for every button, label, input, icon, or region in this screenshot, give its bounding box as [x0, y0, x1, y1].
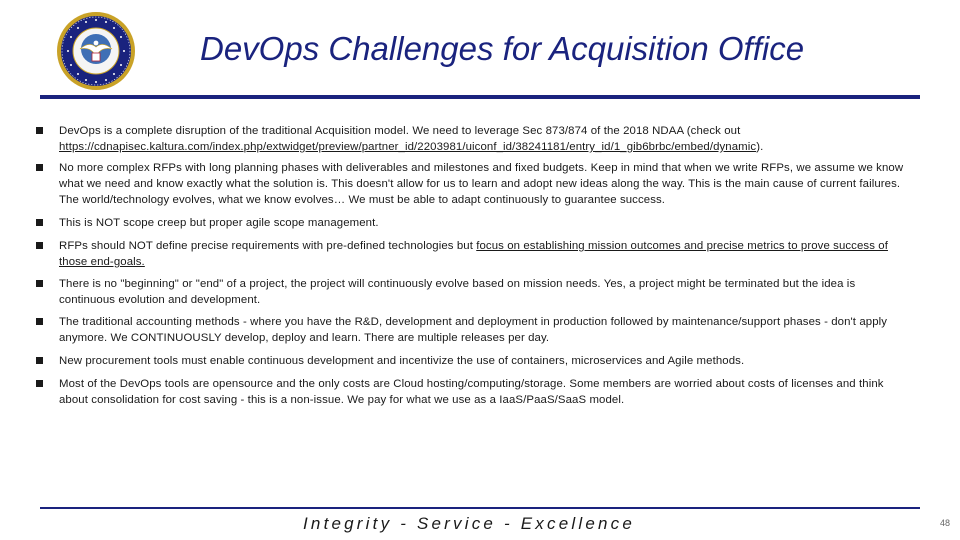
- footer-divider: [40, 507, 920, 509]
- list-item: [36, 376, 906, 408]
- list-item: [36, 238, 906, 270]
- bullet-text: There is no "beginning" or "end" of a project, the project will continuously evolve based on mission needs. Yes, a project might be terminated but the idea is continuous evolution and development.: [59, 278, 856, 306]
- bullet-square-icon: [36, 380, 43, 387]
- bullet-square-icon: [36, 242, 43, 249]
- bullet-list: [36, 118, 906, 408]
- bullet-text: DevOps is a complete disruption of the traditional Acquisition model. We need to leverage Sec 873/874 of the 2018 NDAA (check out: [59, 125, 741, 137]
- bullet-text: The traditional accounting methods - where you have the R&D, development and deployment in production followed by maintenance/support phases - don't apply anymore. We CONTINUOUSLY develop, deploy and learn. There are multiple releases per day.: [59, 316, 888, 344]
- list-item: [36, 314, 906, 346]
- kaltura-video-link[interactable]: https://cdnapisec.kaltura.com/index.php/extwidget/preview/partner_id/2203981/uiconf_id/38241181/entry_id/1_gib6brbc/embed/dynamic: [59, 141, 757, 153]
- bullet-text: Most of the DevOps tools are opensource and the only costs are Cloud hosting/computing/storage. Some members are worried about costs of licenses and think about consolidation for cost saving - this is a non-issue. We pay for what we use as a IaaS/PaaS/SaaS model.: [59, 378, 884, 406]
- bullet-text: New procurement tools must enable continuous development and incentivize the use of containers, microservices and Agile methods.: [59, 355, 745, 367]
- footer-motto: Integrity - Service - Excellence: [303, 514, 635, 533]
- list-item: [36, 160, 906, 208]
- bullet-text: RFPs should NOT define precise requirements with pre-defined technologies but: [59, 240, 477, 252]
- bullet-text: No more complex RFPs with long planning phases with deliverables and milestones and fixed budgets. Keep in mind that when we write RFPs, we assume we know what we need and know exactly what the solution is. This doesn't allow for us to learn and adopt new ideas along the way. This is the main cause of current failures. The world/technology evolves, what we know evolves… We must be able to adapt continuously to guarantee success.: [59, 162, 904, 206]
- list-item: [36, 123, 906, 155]
- bullet-square-icon: [36, 357, 43, 364]
- underlined-emphasis: focus on establishing mission outcomes and precise metrics to prove success of those end-goals.: [59, 240, 888, 268]
- bullet-square-icon: [36, 219, 43, 226]
- header-divider: [40, 95, 920, 99]
- bullet-square-icon: [36, 164, 43, 171]
- bullet-text-end: ).: [756, 141, 764, 153]
- bullet-square-icon: [36, 127, 43, 134]
- list-item: [36, 353, 906, 369]
- page-number: 48: [940, 518, 951, 528]
- list-item: [36, 276, 906, 308]
- bullet-text: This is NOT scope creep but proper agile scope management.: [59, 217, 379, 229]
- bullet-square-icon: [36, 280, 43, 287]
- page-title: DevOps Challenges for Acquisition Office: [200, 30, 805, 67]
- list-item: [36, 215, 906, 231]
- air-force-seal-icon: [56, 11, 136, 91]
- bullet-square-icon: [36, 318, 43, 325]
